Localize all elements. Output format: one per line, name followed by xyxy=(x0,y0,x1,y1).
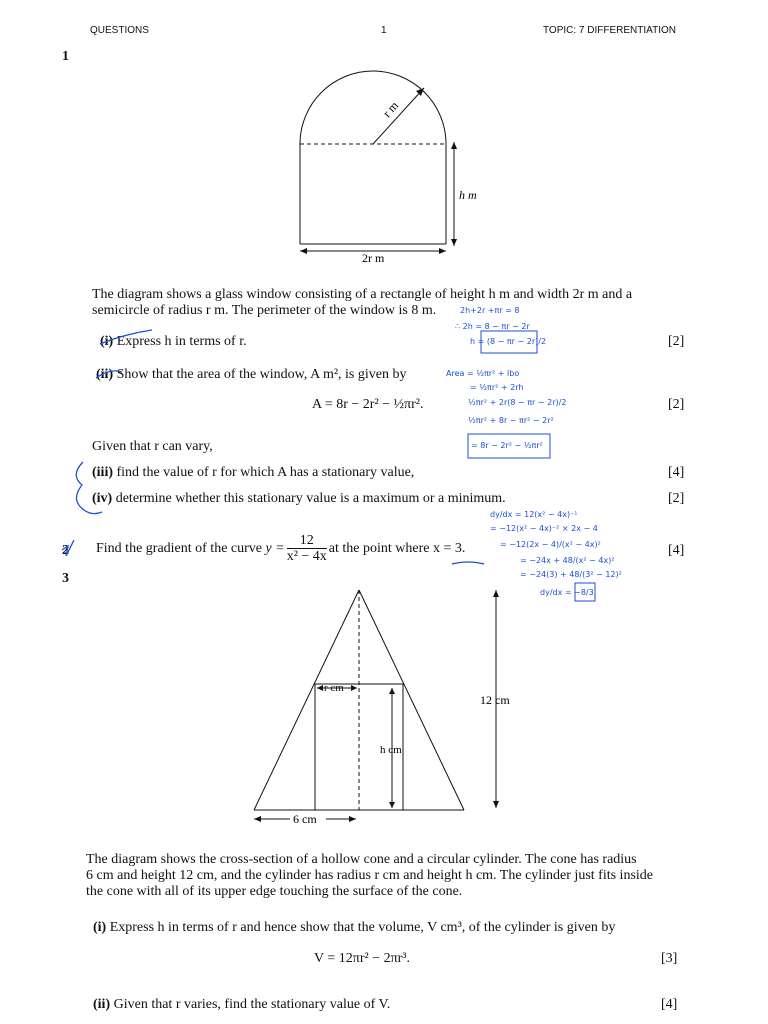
q1-part-ii xyxy=(96,367,406,383)
r-label: r cm xyxy=(324,682,344,694)
width-label: 2r m xyxy=(362,251,385,265)
q2-y-eq: y = xyxy=(265,540,285,556)
header-topic: TOPIC: 7 DIFFERENTIATION xyxy=(543,25,676,36)
hw-q1-line2: ∴ 2h = 8 − πr − 2r xyxy=(455,322,530,331)
question-2-number: 2 xyxy=(62,543,69,558)
q1-intro-line1: The diagram shows a glass window consisting of a rectangle of height h m and width 2r m and a xyxy=(92,287,633,302)
q3-part-ii xyxy=(93,997,390,1013)
q3-part-i xyxy=(93,920,615,936)
hw-q1ii-line1: Area = ½πr² + lbo xyxy=(446,369,520,378)
q3-part-i-marks: [3] xyxy=(661,951,678,966)
q2-denominator: x² − 4x xyxy=(286,549,327,564)
hw-q2-line2: = −12(x² − 4x)⁻² × 2x − 4 xyxy=(490,524,598,533)
base-label: 6 cm xyxy=(293,812,317,826)
q1-intro-line2: semicircle of radius r m. The perimeter of the window is 8 m. xyxy=(92,303,437,318)
q2-marks: [4] xyxy=(668,543,685,558)
question-1-number: 1 xyxy=(62,49,69,64)
radius-label: r m xyxy=(379,98,402,121)
q2-text-before: Find the gradient of the curve xyxy=(96,540,263,556)
q2-fraction xyxy=(287,533,327,564)
semicircle-arc xyxy=(300,71,446,144)
cone-right-edge xyxy=(359,590,464,810)
cone-left-edge xyxy=(254,590,359,810)
hw-q1ii-line4: ½πr² + 8r − πr² − 2r² xyxy=(468,416,554,425)
hw-q2-line3: = −12(2x − 4)/(x² − 4x)² xyxy=(500,540,601,549)
q2-numerator: 12 xyxy=(287,533,327,549)
q1-part-iii-marks: [4] xyxy=(668,465,685,480)
radius-line xyxy=(373,88,424,144)
q3-part-i-label: (i) xyxy=(93,920,107,935)
q1-part-ii-text: Show that the area of the window, A m², is given by xyxy=(116,367,407,382)
q1-part-i-label: (i) xyxy=(100,334,114,349)
q1-part-iv-text: determine whether this stationary value is a maximum or a minimum. xyxy=(115,491,506,506)
hw-q2-answer: dy/dx = −8/3 xyxy=(540,588,594,597)
hw-q1ii-line2: = ½πr² + 2rh xyxy=(470,383,524,392)
hw-q1-answer: h = (8 − πr − 2r)/2 xyxy=(470,337,547,346)
hw-q2-line4: = −24x + 48/(x² − 4x)² xyxy=(520,556,615,565)
q3-part-ii-marks: [4] xyxy=(661,997,678,1012)
q1-part-iv xyxy=(92,491,506,507)
window-diagram xyxy=(280,60,500,270)
q3-intro-line2: 6 cm and height 12 cm, and the cylinder has radius r cm and height h cm. The cylinder just fits inside xyxy=(86,868,653,883)
q1-formula: A = 8r − 2r² − ½πr². xyxy=(312,397,424,412)
q1-part-i xyxy=(100,334,247,350)
height-label: h m xyxy=(459,188,477,202)
header-left: QUESTIONS xyxy=(90,25,149,36)
q1-part-ii-label: (ii) xyxy=(96,367,114,382)
q1-part-iii-text: find the value of r for which A has a stationary value, xyxy=(116,465,415,480)
q3-intro-line1: The diagram shows the cross-section of a hollow cone and a circular cylinder. The cone has radius xyxy=(86,852,637,867)
hw-q2-line1: dy/dx = 12(x² − 4x)⁻¹ xyxy=(490,510,578,519)
q1-part-i-marks: [2] xyxy=(668,334,685,349)
hw-q1-line1: 2h+2r +πr = 8 xyxy=(460,306,520,315)
q1-part-iii-label: (iii) xyxy=(92,465,113,480)
q3-part-i-text: Express h in terms of r and hence show that the volume, V cm³, of the cylinder is given by xyxy=(109,920,616,935)
q1-part-iv-label: (iv) xyxy=(92,491,113,506)
q1-part-iv-marks: [2] xyxy=(668,491,685,506)
q1-part-ii-marks: [2] xyxy=(668,397,685,412)
q1-part-iii xyxy=(92,465,414,481)
cone-diagram xyxy=(240,580,530,830)
q1-part-i-text: Express h in terms of r. xyxy=(116,334,247,349)
q3-intro-line3: the cone with all of its upper edge touching the surface of the cone. xyxy=(86,884,463,899)
q1-given: Given that r can vary, xyxy=(92,439,213,454)
q3-part-ii-label: (ii) xyxy=(93,997,111,1012)
hw-q1ii-line3: ½πr² + 2r(8 − πr − 2r)/2 xyxy=(468,398,567,407)
question-3-number: 3 xyxy=(62,571,69,586)
q3-formula: V = 12πr² − 2πr³. xyxy=(314,951,411,966)
hw-q1ii-answer: = 8r − 2r² − ½πr² xyxy=(471,441,543,450)
page-number: 1 xyxy=(381,25,387,36)
hw-q2-line5: = −24(3) + 48/(3² − 12)² xyxy=(520,570,622,579)
q3-part-ii-text: Given that r varies, find the stationary value of V. xyxy=(113,997,391,1012)
q2-text xyxy=(96,533,465,564)
h-label: h cm xyxy=(380,744,402,756)
height-label: 12 cm xyxy=(480,693,510,707)
q2-text-after: at the point where x = 3. xyxy=(328,540,466,556)
